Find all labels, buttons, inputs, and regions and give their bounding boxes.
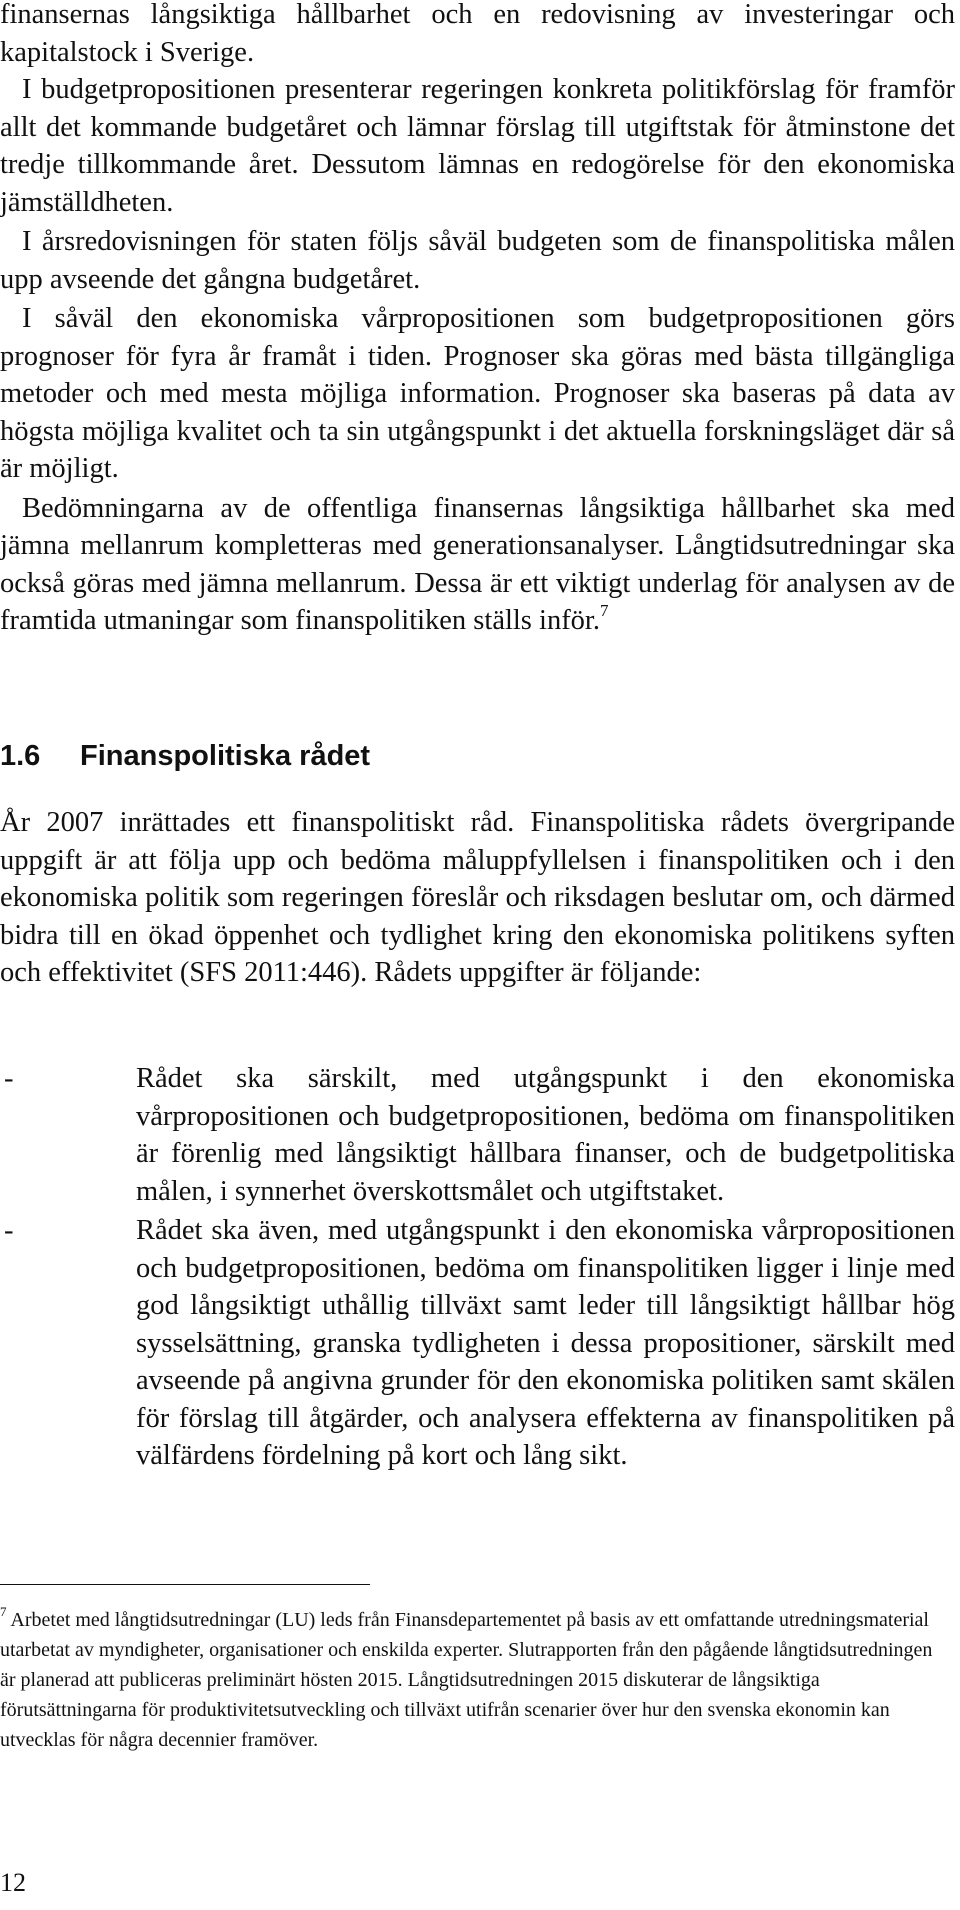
footnote-reference: 7	[599, 600, 609, 620]
paragraph: År 2007 inrättades ett finanspolitiskt råd. Finanspolitiska rådets övergripande uppgift är att följa upp och bedöma måluppfyllelsen i finanspolitiken och i den ekonomiska politik som regeringen föreslår och riksdagen beslutar om, och därmed bidra till en ökad öppenhet och tydlighet kring den ekonomiska politikens syften och effektivitet (SFS 2011:446). Rådets uppgifter är följande:	[0, 807, 955, 988]
section-body	[0, 804, 955, 992]
list-marker: -	[4, 1215, 14, 1246]
body-text	[0, 0, 955, 640]
paragraph: I såväl den ekonomiska vårpropositionen som budgetpropositionen görs prognoser för fyra år framåt i tiden. Prognoser ska göras med bästa tillgängliga metoder och med mesta möjliga information. Prognoser ska baseras på data av högsta möjliga kvalitet och ta sin utgångspunkt i det aktuella forskningsläget där så är möjligt.	[0, 303, 955, 484]
paragraph: I årsredovisningen för staten följs såväl budgeten som de finanspolitiska målen upp avseende det gångna budgetåret.	[0, 226, 955, 295]
list-item-text: Rådet ska även, med utgångspunkt i den ekonomiska vårpropositionen och budgetpropositionen, bedöma om finanspolitiken ligger i linje med god långsiktigt uthållig tillväxt samt leder till långsiktigt hållbar hög sysselsättning, granska tydligheten i dessa propositioner, särskilt med avseende på angivna grunder för den ekonomiska politiken samt skälen för förslag till åtgärder, och analysera effekterna av finanspolitiken på välfärdens fördelning på kort och lång sikt.	[136, 1215, 955, 1471]
list-item	[0, 1212, 955, 1475]
paragraph-text: Bedömningarna av de offentliga finansernas långsiktiga hållbarhet ska med jämna mellanrum kompletteras med generationsanalyser. Långtidsutredningar ska också göras med jämna mellanrum. Dessa är ett viktigt underlag för analysen av de framtida utmaningar som finanspolitiken ställs inför.	[0, 492, 955, 636]
paragraph: finansernas långsiktiga hållbarhet och en redovisning av investeringar och kapitalstock i Sverige.	[0, 0, 955, 68]
paragraph	[0, 490, 955, 640]
task-list	[0, 1060, 955, 1477]
footnote-marker: 7	[0, 1604, 7, 1620]
footnote-divider	[0, 1584, 370, 1585]
section-number: 1.6	[0, 740, 41, 772]
page-number: 12	[0, 1868, 26, 1897]
section-title: Finanspolitiska rådet	[80, 740, 371, 772]
list-item	[0, 1060, 955, 1210]
section-heading	[0, 738, 370, 774]
footnote-text: Arbetet med långtidsutredningar (LU) leds från Finansdepartementet på basis av ett omfattande utredningsmaterial utarbetat av myndigheter, organisationer och enskilda experter. Slutrapporten från den pågående långtidsutredningen är planerad att publiceras preliminärt hösten 2015. Långtidsutredningen 2015 diskuterar de långsiktiga förutsättningarna för produktivitetsutveckling och tillväxt utifrån scenarier över hur den svenska ekonomin kan utvecklas för några decennier framöver.	[0, 1609, 933, 1751]
list-item-text: Rådet ska särskilt, med utgångspunkt i den ekonomiska vårpropositionen och budgetpropositionen, bedöma om finanspolitiken är förenlig med långsiktigt hållbara finanser, och de budgetpolitiska målen, i synnerhet överskottsmålet och utgiftstaket.	[136, 1063, 955, 1207]
paragraph: I budgetpropositionen presenterar regeringen konkreta politikförslag för framför allt det kommande budgetåret och lämnar förslag till utgiftstak för åtminstone det tredje tillkommande året. Dessutom lämnas en redogörelse för den ekonomiska jämställdheten.	[0, 74, 955, 218]
list-marker: -	[4, 1063, 14, 1094]
footnote	[0, 1605, 940, 1755]
